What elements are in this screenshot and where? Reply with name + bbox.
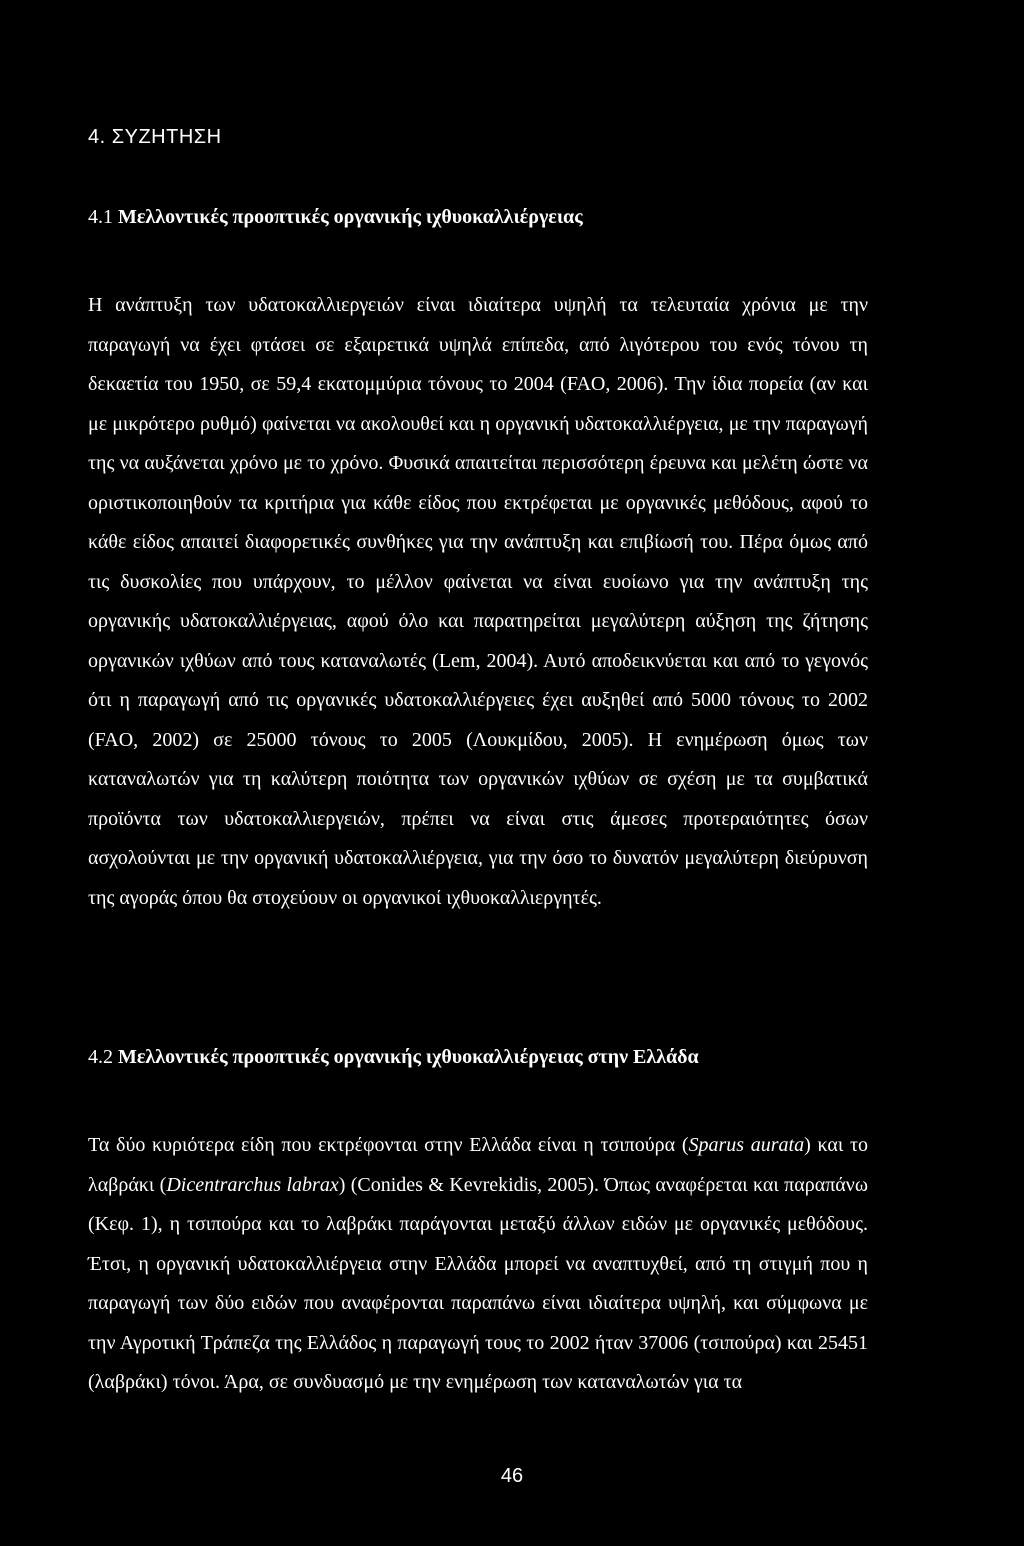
- paragraph-text: Τα δύο κυριότερα είδη που εκτρέφονται στην Ελλάδα είναι η τσιπούρα (: [88, 1134, 689, 1156]
- chapter-title: 4. ΣΥΖΗΤΗΣΗ: [88, 126, 222, 148]
- section-4-2-heading: Μελλοντικές προοπτικές οργανικής ιχθυοκαλλιέργειας στην Ελλάδα: [118, 1046, 699, 1068]
- species-name-sparus: Sparus aurata: [688, 1134, 805, 1156]
- paragraph-text: ) και το λαβράκι (: [88, 1134, 869, 1196]
- section-4-1-title: [88, 206, 936, 229]
- section-4-2-paragraph: [88, 1126, 868, 1403]
- section-4-1-paragraph: Η ανάπτυξη των υδατοκαλλιεργειών είναι ιδιαίτερα υψηλή τα τελευταία χρόνια με την παραγωγή να έχει φτάσει σε εξαιρετικά υψηλά επίπεδα, από λιγότερου του ενός τόνου τη δεκαετία του 1950, σε 59,4 εκατομμύρια τόνους το 2004 (FAO, 2006). Την ίδια πορεία (αν και με μικρότερο ρυθμό) φαίνεται να ακολουθεί και η οργανική υδατοκαλλιέργεια, με την παραγωγή της να αυξάνεται χρόνο με το χρόνο. Φυσικά απαιτείται περισσότερη έρευνα και μελέτη ώστε να οριστικοποιηθούν τα κριτήρια για κάθε είδος που εκτρέφεται με οργανικές μεθόδους, αφού το κάθε είδος απαιτεί διαφορετικές συνθήκες για την ανάπτυξη και επιβίωσή του. Πέρα όμως από τις δυσκολίες που υπάρχουν, το μέλλον φαίνεται να είναι ευοίωνο για την ανάπτυξη της οργανικής υδατοκαλλιέργειας, αφού όλο και παρατηρείται μεγαλύτερη αύξηση της ζήτησης οργανικών ιχθύων από τους καταναλωτές (Lem, 2004). Αυτό αποδεικνύεται και από το γεγονός ότι η παραγωγή από τις οργανικές υδατοκαλλιέργειες έχει αυξηθεί από 5000 τόνους το 2002 (FAO, 2002) σε 25000 τόνους το 2005 (Λουκμίδου, 2005). Η ενημέρωση όμως των καταναλωτών για τη καλύτερη ποιότητα των οργανικών ιχθύων σε σχέση με τα συμβατικά προϊόντα των υδατοκαλλιεργειών, πρέπει να είναι στις άμεσες προτεραιότητες όσων ασχολούνται με την οργανική υδατοκαλλιέργεια, για την όσο το δυνατόν μεγαλύτερη διεύρυνση της αγοράς όπου θα στοχεύουν οι οργανικοί ιχθυοκαλλιεργητές.: [88, 294, 868, 909]
- paragraph-text: ) (Conides & Kevrekidis, 2005). Όπως αναφέρεται και παραπάνω (Κεφ. 1), η τσιπούρα και το λαβράκι παράγονται μεταξύ άλλων ειδών με οργανικές μεθόδους. Έτσι, η οργανική υδατοκαλλιέργεια στην Ελλάδα μπορεί να αναπτυχθεί, από τη στιγμή που η παραγωγή των δύο ειδών που αναφέρονται παραπάνω είναι ιδιαίτερα υψηλή, και σύμφωνα με την Αγροτική Τράπεζα της Ελλάδος η παραγωγή τους το 2002 ήταν 37006 (τσιπούρα) και 25451 (λαβράκι) τόνοι. Άρα, σε συνδυασμό με την ενημέρωση των καταναλωτών για τα: [88, 1173, 868, 1393]
- section-4-1-number: 4.1: [88, 206, 113, 228]
- page-number: 46: [500, 1465, 524, 1487]
- section-4-2-title: [88, 1046, 936, 1069]
- species-name-dicentrarchus: Dicentrarchus labrax: [166, 1173, 339, 1196]
- section-4-1-heading: Μελλοντικές προοπτικές οργανικής ιχθυοκαλλιέργειας: [118, 206, 583, 228]
- section-4-2-number: 4.2: [88, 1046, 113, 1068]
